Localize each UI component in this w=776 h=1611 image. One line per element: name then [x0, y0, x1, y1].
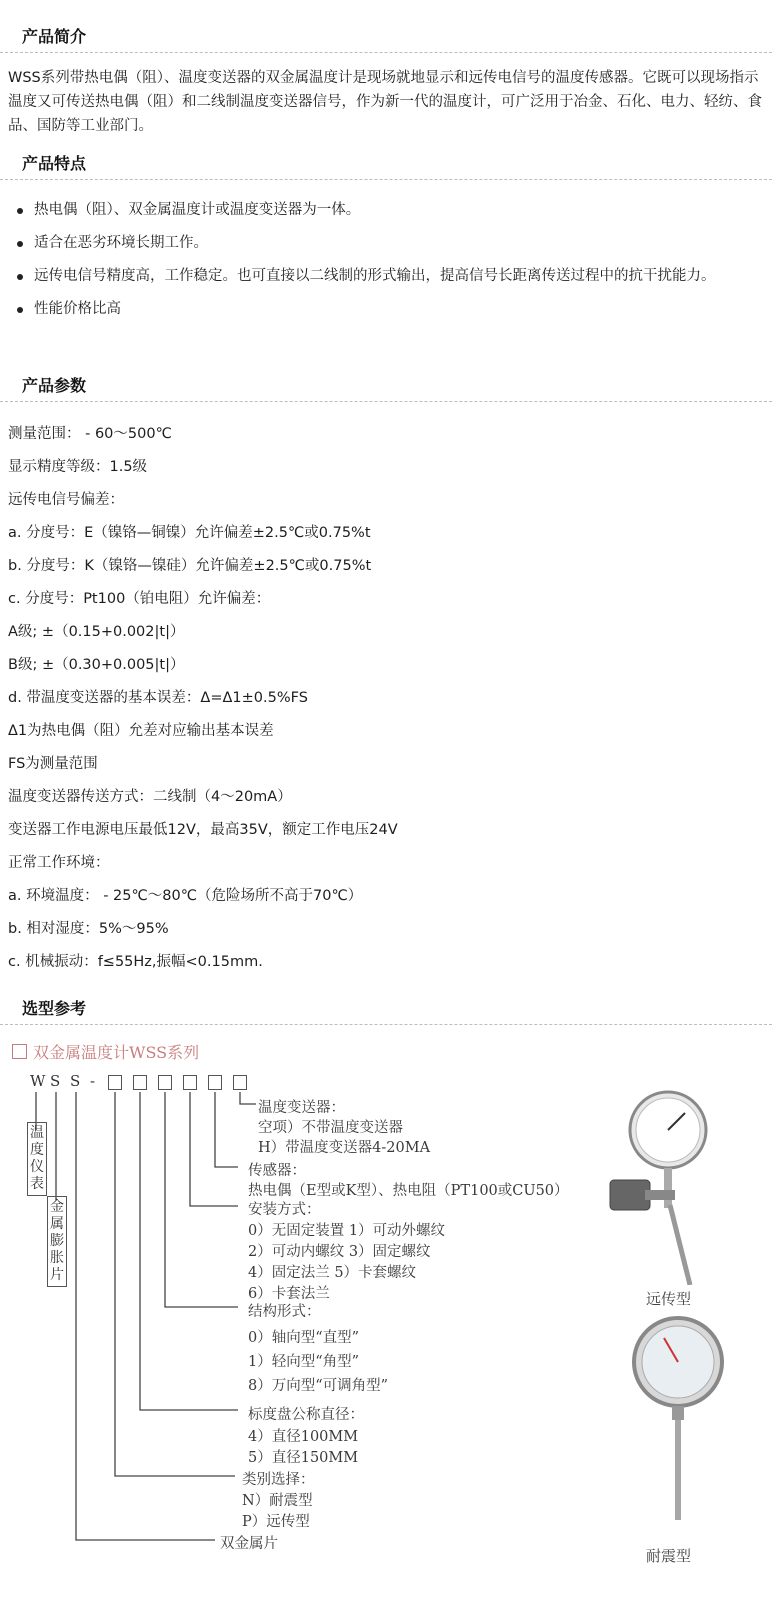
option-text: 5）直径150MM [248, 1450, 359, 1466]
intro-heading-bar [0, 18, 772, 53]
shockproof-thermometer-image [620, 1300, 740, 1530]
intro-heading: 产品简介 [22, 27, 87, 46]
param-line: 测量范围： - 60～500℃ [8, 426, 172, 442]
option-text: 热电偶（E型或K型）、热电阻（PT100或CU50） [248, 1183, 569, 1199]
param-line: a. 分度号：E（镍铬—铜镍）允许偏差±2.5℃或0.75%t [8, 525, 371, 541]
option-text: 2）可动内螺纹 3）固定螺纹 [248, 1244, 431, 1260]
model-char: S [70, 1072, 81, 1090]
option-text: P）远传型 [242, 1514, 310, 1530]
group-title-structure: 结构形式： [248, 1304, 321, 1320]
option-text: 0）无固定装置 1）可动外螺纹 [248, 1223, 446, 1239]
param-line: B级; ±（0.30+0.005|t|） [8, 657, 185, 673]
group-title-category: 类别选择： [242, 1472, 315, 1488]
option-text: 4）固定法兰 5）卡套螺纹 [248, 1265, 417, 1281]
param-line: 变送器工作电源电压最低12V，最高35V，额定工作电压24V [8, 822, 398, 838]
param-line: 温度变送器传送方式：二线制（4～20mA） [8, 789, 292, 805]
bottom-label: 双金属片 [220, 1536, 278, 1552]
param-line: 正常工作环境： [8, 855, 110, 871]
model-char: W [30, 1072, 46, 1090]
vertical-label-instrument: 温度仪表 [27, 1122, 47, 1196]
list-item: 性能价格比高 [0, 295, 772, 324]
list-item: 适合在恶劣环境长期工作。 [0, 229, 772, 258]
param-line: d. 带温度变送器的基本误差：Δ=Δ1±0.5%FS [8, 690, 308, 706]
list-item: 热电偶（阻）、双金属温度计或温度变送器为一体。 [0, 196, 772, 225]
vertical-label-bimetal: 金属膨胀片 [47, 1196, 67, 1287]
intro-text: WSS系列带热电偶（阻）、温度变送器的双金属温度计是现场就地显示和远传电信号的温度传感器。它既可以现场指示温度又可传送热电偶（阻）和二线制温度变送器信号，作为新一代的温度计，可广泛用于冶金、石化、电力、轻纺、食品、国防等工业部门。 [8, 70, 762, 134]
selection-diagram [0, 1030, 776, 1611]
option-text: 空项）不带温度变送器 [258, 1120, 403, 1136]
option-text: 6）卡套法兰 [248, 1286, 330, 1302]
caption-remote: 远传型 [646, 1290, 692, 1308]
group-title-dial-diameter: 标度盘公称直径： [248, 1407, 364, 1423]
caption-shockproof: 耐震型 [646, 1547, 692, 1565]
features-heading: 产品特点 [22, 154, 87, 173]
selection-heading-bar [0, 990, 772, 1025]
option-text: H）带温度变送器4-20MA [258, 1140, 431, 1156]
option-text: 1）轻向型“角型” [248, 1354, 360, 1370]
model-char: - [90, 1072, 96, 1090]
selection-heading: 选型参考 [22, 999, 87, 1018]
param-line: b. 相对湿度：5%～95% [8, 921, 169, 937]
model-char: S [50, 1072, 61, 1090]
list-item: 远传电信号精度高，工作稳定。也可直接以二线制的形式输出，提高信号长距离传送过程中的抗干扰能力。 [0, 262, 772, 291]
param-line: b. 分度号：K（镍铬—镍硅）允许偏差±2.5℃或0.75%t [8, 558, 372, 574]
param-line: 远传电信号偏差： [8, 492, 124, 508]
param-line: c. 机械振动：f≤55Hz,振幅<0.15mm. [8, 954, 263, 970]
group-title-sensor: 传感器： [248, 1163, 306, 1179]
features-list [0, 196, 772, 324]
group-title-mounting: 安装方式： [248, 1202, 321, 1218]
option-text: N）耐震型 [242, 1493, 313, 1509]
remote-thermometer-image [590, 1085, 730, 1285]
params-heading: 产品参数 [22, 376, 87, 395]
param-line: 显示精度等级：1.5级 [8, 459, 148, 475]
param-line: a. 环境温度： - 25℃～80℃（危险场所不高于70℃） [8, 888, 363, 904]
group-title-transmitter: 温度变送器： [258, 1100, 345, 1116]
option-text: 8）万向型“可调角型” [248, 1378, 389, 1394]
diagram-title-text: 双金属温度计WSS系列 [33, 1043, 200, 1062]
params-heading-bar [0, 367, 772, 402]
option-text: 0）轴向型“直型” [248, 1330, 360, 1346]
param-line: Δ1为热电偶（阻）允差对应输出基本误差 [8, 723, 274, 739]
param-line: A级; ±（0.15+0.002|t|） [8, 624, 185, 640]
features-heading-bar [0, 145, 772, 180]
option-text: 4）直径100MM [248, 1429, 359, 1445]
param-line: c. 分度号：Pt100（铂电阻）允许偏差： [8, 591, 271, 607]
param-line: FS为测量范围 [8, 756, 98, 772]
